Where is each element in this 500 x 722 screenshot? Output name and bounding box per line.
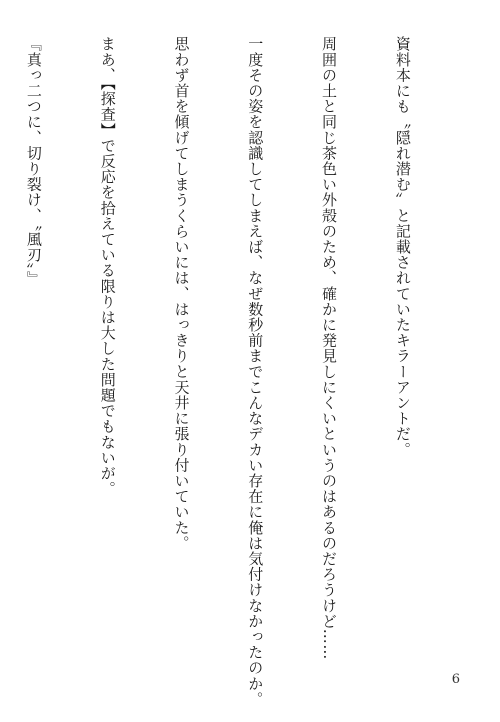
text-line: 一度その姿を認識してしまえば、なぜ数秒前までこんなデカい存在に俺は気付けなかったのか。	[246, 36, 265, 707]
text-line: 資料本にも〝隠れ潜む〟と記載されていたキラーアントだ。	[393, 36, 412, 458]
text-line: 『真っ二つに、切り裂け、〝風刃〟』	[24, 36, 43, 287]
text-line: 思わず首を傾げてしまうくらいには、はっきりと天井に張り付いていた。	[172, 36, 191, 551]
page-number: 6	[451, 672, 460, 687]
vertical-text-body	[24, 36, 464, 707]
text-line: 周囲の土と同じ茶色い外殻のため、確かに発見しにくいというのはあるのだろうけど……	[320, 36, 339, 660]
text-line: まあ、【探査】で反応を拾えている限りは大した問題でもないが。	[98, 36, 117, 497]
